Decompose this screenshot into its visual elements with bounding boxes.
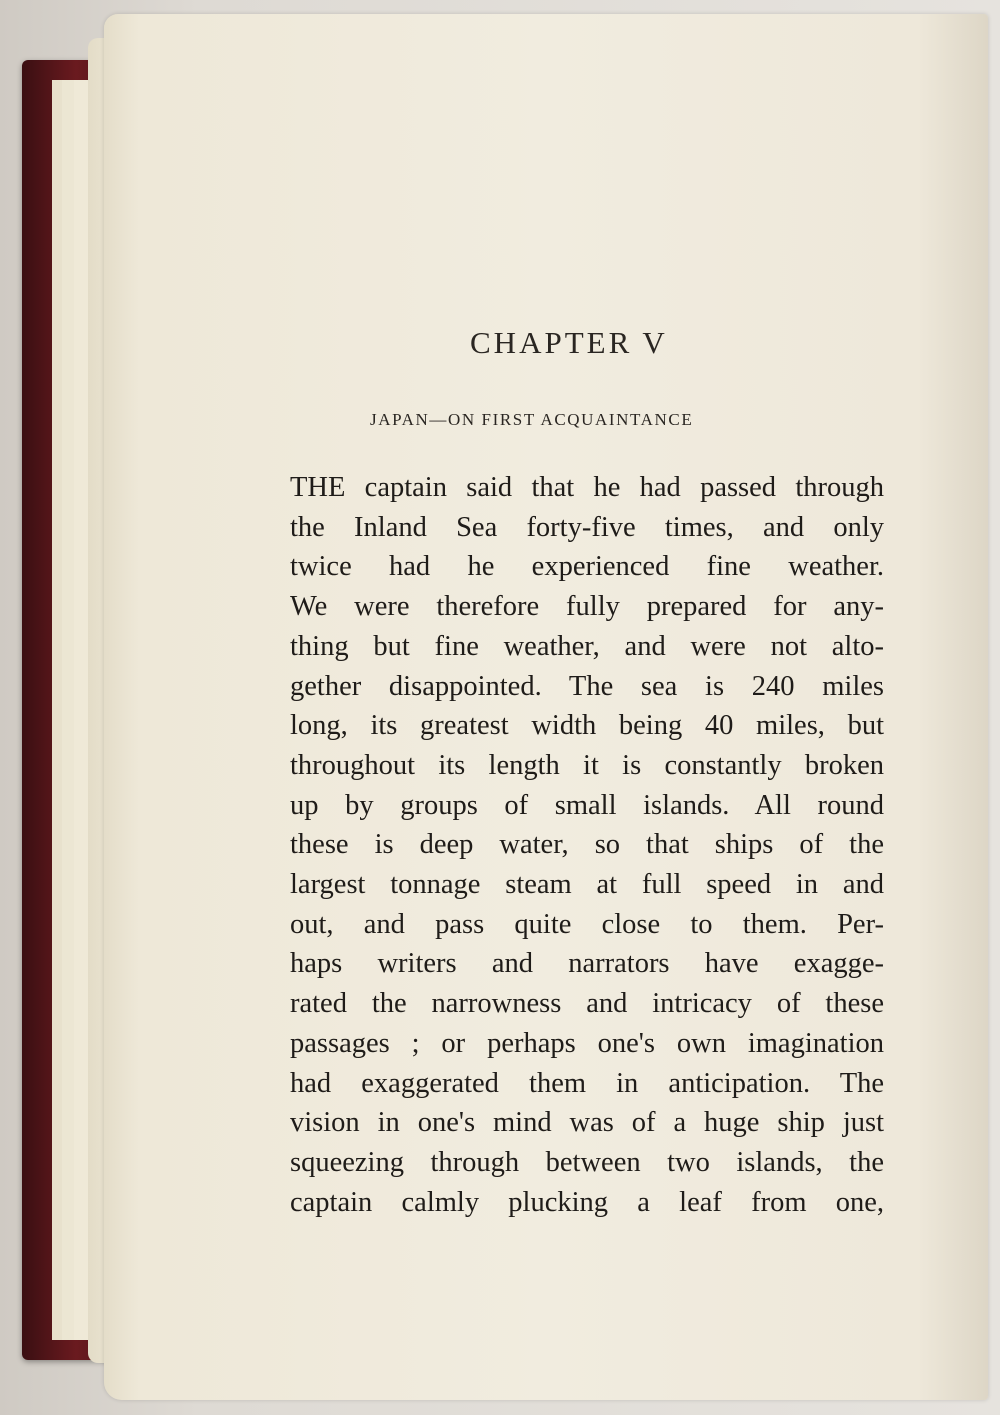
text-line: long, its greatest width being 40 miles, but [290, 710, 884, 742]
text-line: had exaggerated them in anticipation. The [290, 1067, 884, 1099]
text-line: thing but fine weather, and were not alto- [290, 630, 884, 662]
chapter-body-text [290, 468, 884, 1222]
chapter-subtitle: JAPAN—ON FIRST ACQUAINTANCE [370, 410, 694, 429]
chapter-title: CHAPTER V [470, 325, 668, 360]
text-line: the Inland Sea forty-five times, and only [290, 511, 884, 543]
text-line: twice had he experienced fine weather. [290, 551, 884, 583]
text-line: gether disappointed. The sea is 240 miles [290, 670, 884, 702]
text-line: THE captain said that he had passed through [290, 472, 884, 503]
text-line: out, and pass quite close to them. Per- [290, 908, 884, 940]
text-line: largest tonnage steam at full speed in and [290, 869, 884, 901]
text-line: squeezing through between two islands, the [290, 1146, 884, 1178]
text-line: We were therefore fully prepared for any- [290, 591, 884, 623]
text-line: vision in one's mind was of a huge ship just [290, 1107, 884, 1139]
text-line: passages ; or perhaps one's own imagination [290, 1027, 884, 1059]
text-line: these is deep water, so that ships of the [290, 829, 884, 861]
text-line: throughout its length it is constantly broken [290, 749, 884, 781]
text-line: haps writers and narrators have exagge- [290, 948, 884, 980]
text-line: rated the narrowness and intricacy of these [290, 988, 884, 1020]
text-line: up by groups of small islands. All round [290, 789, 884, 821]
text-line: captain calmly plucking a leaf from one, [290, 1186, 884, 1218]
